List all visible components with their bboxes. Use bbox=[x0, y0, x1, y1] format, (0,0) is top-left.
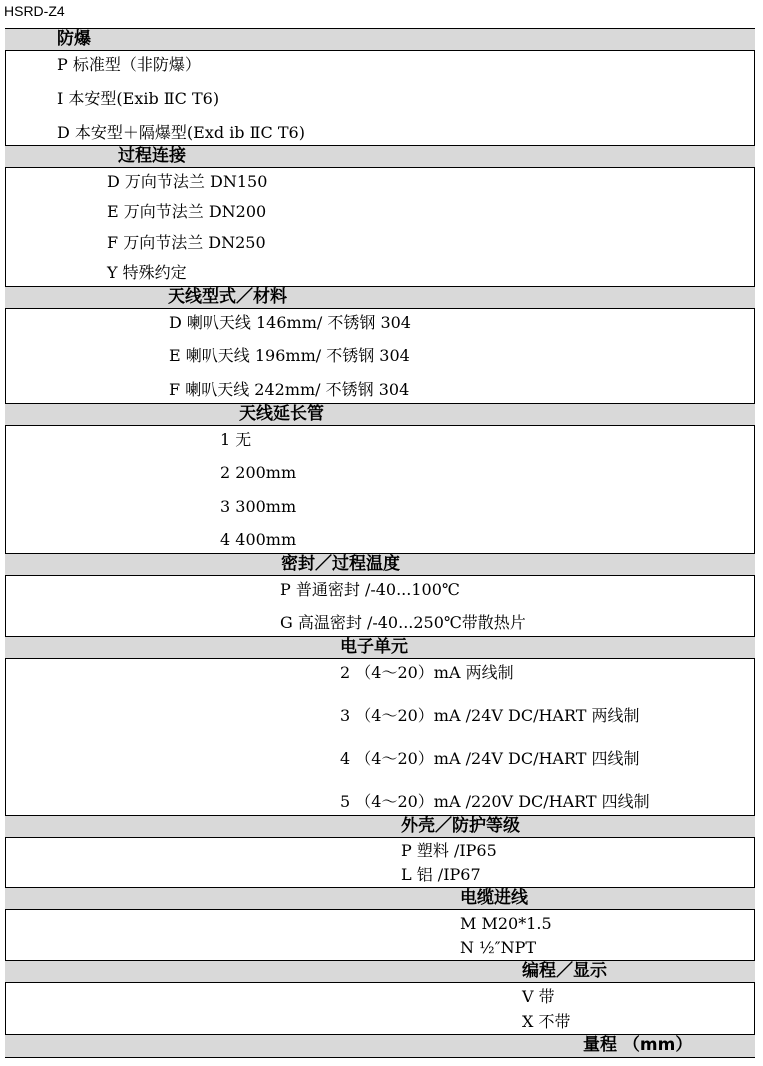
option-item: X 不带 bbox=[522, 1012, 571, 1031]
section-header-process-connection bbox=[5, 145, 755, 168]
section-header-housing-protection bbox=[5, 815, 755, 838]
model-title: HSRD-Z4 bbox=[4, 3, 65, 19]
option-item: G 高温密封 /-40...250℃带散热片 bbox=[280, 613, 526, 632]
option-item: P 标准型（非防爆） bbox=[57, 55, 201, 74]
option-item: P 普通密封 /-40...100℃ bbox=[280, 580, 460, 599]
option-item: 2 （4～20）mA 两线制 bbox=[340, 663, 514, 682]
section-title: 量程 （mm） bbox=[583, 1035, 693, 1055]
option-item: V 带 bbox=[522, 987, 555, 1006]
option-item: F 喇叭天线 242mm/ 不锈钢 304 bbox=[169, 380, 410, 399]
section-header-explosion-proof bbox=[5, 28, 755, 51]
option-item: Y 特殊约定 bbox=[107, 263, 187, 282]
option-item: F 万向节法兰 DN250 bbox=[107, 233, 266, 252]
option-item: 3 （4～20）mA /24V DC/HART 两线制 bbox=[340, 706, 640, 725]
section-header-electronics bbox=[5, 636, 755, 659]
option-item: E 万向节法兰 DN200 bbox=[107, 202, 267, 221]
section-header-range bbox=[5, 1034, 755, 1058]
option-item: 5 （4～20）mA /220V DC/HART 四线制 bbox=[340, 792, 650, 811]
option-item: N ½″NPT bbox=[460, 938, 537, 957]
section-title: 密封／过程温度 bbox=[281, 554, 400, 574]
section-title: 天线型式／材料 bbox=[168, 287, 287, 307]
option-item: 4 （4～20）mA /24V DC/HART 四线制 bbox=[340, 749, 640, 768]
section-header-antenna-type bbox=[5, 286, 755, 309]
section-title: 外壳／防护等级 bbox=[401, 816, 520, 836]
option-item: P 塑料 /IP65 bbox=[401, 841, 497, 860]
section-header-cable-entry bbox=[5, 887, 755, 910]
section-title: 电子单元 bbox=[340, 637, 408, 657]
section-title: 过程连接 bbox=[118, 146, 186, 166]
option-item: D 喇叭天线 146mm/ 不锈钢 304 bbox=[169, 313, 411, 332]
section-title: 天线延长管 bbox=[239, 404, 324, 424]
option-item: 2 200mm bbox=[220, 463, 297, 482]
option-item: D 本安型＋隔爆型(Exd ib ⅡC T6) bbox=[57, 123, 305, 142]
section-title: 编程／显示 bbox=[522, 961, 607, 981]
option-item: M M20*1.5 bbox=[460, 914, 552, 933]
option-item: 1 无 bbox=[220, 430, 252, 449]
option-item: D 万向节法兰 DN150 bbox=[107, 172, 268, 191]
section-title: 电缆进线 bbox=[460, 888, 528, 908]
option-item: 4 400mm bbox=[220, 530, 297, 549]
section-header-seal-temperature bbox=[5, 553, 755, 576]
option-item: I 本安型(Exib ⅡC T6) bbox=[57, 89, 220, 108]
option-item: L 铝 /IP67 bbox=[401, 865, 481, 884]
section-header-programming-display bbox=[5, 960, 755, 983]
section-header-antenna-extension bbox=[5, 403, 755, 426]
option-item: 3 300mm bbox=[220, 497, 297, 516]
section-title: 防爆 bbox=[57, 29, 91, 49]
option-item: E 喇叭天线 196mm/ 不锈钢 304 bbox=[169, 346, 410, 365]
